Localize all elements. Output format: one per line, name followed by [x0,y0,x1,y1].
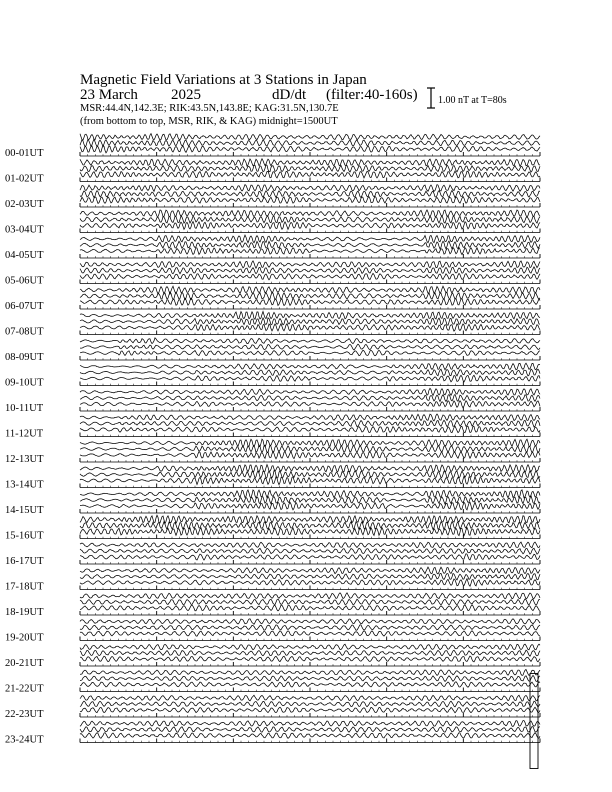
row-label: 22-23UT [5,709,44,720]
trace-rik [80,420,540,427]
hour-row [5,159,540,185]
trace-kag [80,159,540,167]
trace-rik [80,344,540,350]
hour-row [5,490,540,516]
trace-rik [80,675,540,681]
trace-rik [80,470,540,478]
trace-msr [80,502,540,510]
trace-rik [80,394,540,401]
hour-row [5,515,540,541]
trace-kag [80,414,540,421]
quantity-label: dD/dt [272,87,307,103]
hour-row [5,363,540,388]
hour-row [5,644,540,669]
trace-rik [80,318,540,325]
trace-msr [80,298,540,305]
trace-msr [80,682,540,688]
trace-kag [80,670,540,676]
row-label: 02-03UT [5,199,44,210]
hour-row [5,261,540,287]
trace-kag [80,286,540,294]
trace-msr [80,528,540,536]
trace-kag [80,465,540,473]
row-label: 23-24UT [5,734,44,746]
trace-kag [80,542,540,548]
trace-msr [80,375,540,382]
trace-msr [80,707,540,713]
trace-msr [80,324,540,331]
hour-row [5,235,540,261]
hour-row [5,185,540,210]
row-label: 14-15UT [5,505,44,516]
hour-row [5,439,540,465]
row-label: 21-22UT [5,683,44,695]
trace-kag [80,261,540,268]
order-note: (from bottom to top, MSR, RIK, & KAG) midnight=1500UT [80,116,338,127]
trace-rik [80,650,540,656]
trace-kag [80,210,540,217]
trace-rik [80,165,540,172]
trace-rik [80,727,540,733]
date-year: 2025 [171,87,201,103]
trace-rik [80,139,540,147]
trace-kag [80,312,540,320]
row-label: 19-20UT [5,632,44,644]
trace-kag [80,363,540,370]
trace-msr [80,273,540,279]
hour-row [5,567,540,592]
trace-kag [80,338,540,344]
row-label: 20-21UT [5,658,44,669]
trace-kag [80,235,540,243]
hour-row [5,134,540,159]
trace-rik [80,445,540,453]
trace-msr [80,733,540,739]
row-label: 06-07UT [5,301,44,312]
trace-msr [80,605,540,611]
trace-rik [80,701,540,707]
trace-msr [80,426,540,433]
trace-kag [80,515,540,523]
scale-bar-label: 1.00 nT at T=80s [438,95,507,106]
hour-row [5,338,540,363]
trace-kag [80,644,540,650]
hour-row [5,695,540,720]
row-label: 04-05UT [5,250,44,261]
trace-msr [80,171,540,178]
row-label: 15-16UT [5,530,44,542]
trace-msr [80,196,540,203]
trace-kag [80,567,540,574]
hour-row [5,286,540,312]
filter-label: (filter:40-160s) [326,87,418,103]
row-label: 00-01UT [5,148,44,159]
row-label: 03-04UT [5,224,44,236]
row-label: 08-09UT [5,352,44,363]
trace-kag [80,185,540,192]
hour-row [5,721,540,746]
trace-kag [80,439,540,447]
row-label: 09-10UT [5,377,44,389]
trace-msr [80,248,540,255]
row-label: 18-19UT [5,607,44,618]
trace-msr [80,656,540,662]
hour-row [5,312,540,338]
trace-kag [80,388,540,395]
row-label: 17-18UT [5,581,44,593]
hour-row [5,414,540,440]
trace-rik [80,292,540,299]
chart-title: Magnetic Field Variations at 3 Stations in Japan [80,72,367,88]
hour-row [5,542,540,567]
trace-msr [80,554,540,560]
trace-rik [80,496,540,504]
trace-rik [80,573,540,580]
trace-msr [80,401,540,408]
row-label: 01-02UT [5,173,44,185]
trace-rik [80,369,540,376]
hour-row [5,670,540,695]
trace-msr [80,631,540,636]
date-day-month: 23 March [80,87,138,103]
row-label: 11-12UT [5,428,44,440]
row-label: 07-08UT [5,326,44,338]
row-label: 13-14UT [5,479,44,491]
trace-rik [80,599,540,605]
hour-row [5,465,540,491]
row-label: 10-11UT [5,403,44,414]
trace-msr [80,451,540,459]
trace-msr [80,579,540,587]
trace-rik [80,190,540,197]
row-label: 12-13UT [5,454,44,465]
trace-kag [80,619,540,625]
row-label: 16-17UT [5,556,44,567]
trace-kag [80,593,540,599]
trace-msr [80,222,540,230]
trace-rik [80,548,540,554]
hour-row [5,619,540,644]
stations-line: MSR:44.4N,142.3E; RIK:43.5N,143.8E; KAG:31.5N,130.7E [80,103,339,114]
trace-kag [80,695,540,701]
hour-row [5,388,540,414]
hour-row [5,210,540,236]
trace-msr [80,350,540,356]
trace-rik [80,267,540,274]
trace-kag [80,721,540,727]
trace-rik [80,625,540,631]
scale-bar [427,88,435,108]
hour-row [5,593,540,618]
row-label: 05-06UT [5,275,44,287]
trace-rik [80,216,540,224]
trace-kag [80,134,540,141]
trace-msr [80,145,540,152]
trace-msr [80,476,540,484]
